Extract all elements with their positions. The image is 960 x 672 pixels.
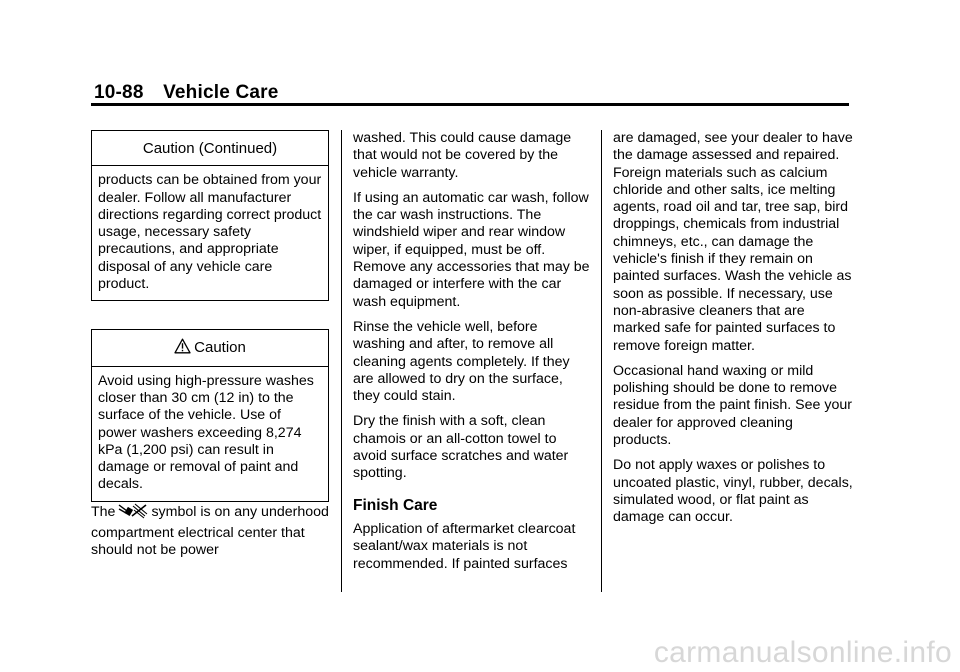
no-water-spray-icon — [117, 502, 149, 525]
paragraph: Rinse the vehicle well, before washing and after, to remove all cleaning agents completely. If they are allowed to dry on the surface, they could stain. — [353, 318, 570, 405]
finish-care-heading: Finish Care — [353, 496, 438, 514]
caution-continued-body: products can be obtained from your dealer. Follow all manufacturer directions regarding correct product usage, necessary safety precautions, and appropriate disposal of any vehicle care product. — [98, 172, 322, 293]
symbol-paragraph-before: The — [91, 503, 116, 520]
caution-continued-title: Caution (Continued) — [92, 131, 328, 166]
caution-title: Caution — [194, 339, 246, 357]
paragraph: Dry the finish with a soft, clean chamois or an all-cotton towel to avoid surface scratches and water spotting. — [353, 413, 569, 482]
paragraph: are damaged, see your dealer to have the damage assessed and repaired. Foreign materials such as calcium chloride and other salts, ice melting agents, road oil and tar, tree sap, bird droppings, chemicals from industrial chimneys, etc., can damage the vehicle's finish if they remain on painted surfaces. Wash the vehicle as soon as possible. If necessary, use non-abrasive cleaners that are marked safe for painted surfaces to remove foreign matter. — [613, 130, 853, 354]
header-rule — [91, 103, 849, 106]
caution-body: Avoid using high-pressure washes closer than 30 cm (12 in) to the surface of the vehicle. Use of power washers exceeding 8,274 kPa (1,200 psi) can result in damage or removal of paint and decals. — [98, 372, 314, 493]
symbol-paragraph — [91, 502, 329, 560]
watermark: carmanualsonline.info — [653, 636, 952, 669]
section-title: Vehicle Care — [163, 82, 279, 103]
paragraph: If using an automatic car wash, follow the car wash instructions. The windshield wiper and rear window wiper, if equipped, must be off. Remove any accessories that may be damaged or interfere with the car wash equipment. — [353, 189, 590, 310]
caution-continued-box — [91, 130, 329, 301]
caution-title-row — [92, 330, 328, 366]
paragraph: washed. This could cause damage that would not be covered by the vehicle warranty. — [353, 130, 572, 181]
warning-triangle-icon — [174, 338, 191, 358]
column-divider-1 — [341, 130, 342, 592]
column-3 — [613, 130, 853, 535]
page-number: 10-88 — [94, 82, 144, 103]
paragraph: Do not apply waxes or polishes to uncoated plastic, vinyl, rubber, decals, simulated wood, or flat paint as damage can occur. — [613, 457, 853, 526]
column-1 — [91, 130, 329, 568]
column-2 — [353, 130, 593, 581]
paragraph: Application of aftermarket clearcoat sealant/wax materials is not recommended. If painted surfaces — [353, 520, 576, 572]
column-divider-2 — [601, 130, 602, 592]
paragraph: Occasional hand waxing or mild polishing should be done to remove residue from the paint finish. See your dealer for approved cleaning products. — [613, 362, 852, 449]
caution-box — [91, 329, 329, 501]
page-header — [94, 82, 279, 104]
symbol-paragraph-after: symbol is on any underhood compartment electrical center that should not be power — [91, 503, 329, 559]
